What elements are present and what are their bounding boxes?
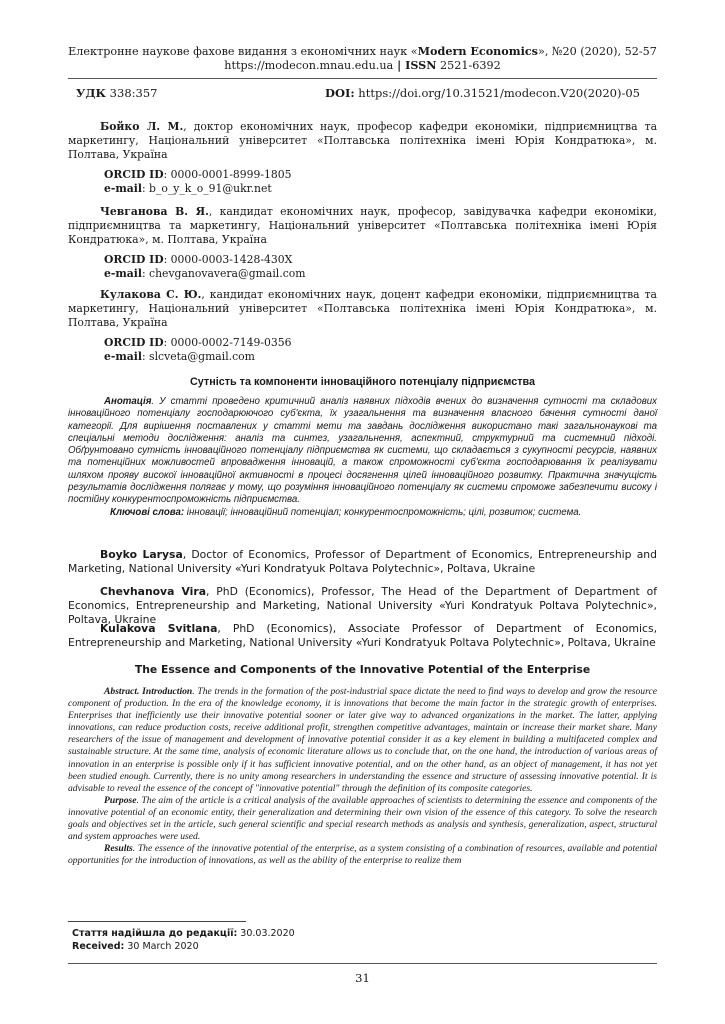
author-en-1 <box>68 548 657 576</box>
received-ua <box>72 928 295 940</box>
doi <box>325 86 640 100</box>
intro-text: . The trends in the formation of the post-industrial space dictate the need to find ways to develop and grow the resource component of production. In the era of the knowledge economy, it is innovations that become the main factor in the strategic growth of enterprises. Enterprises that inefficiently use their innovative potential sooner or later give way to advanced organizations in the market. The latter, applying innovations, can reduce production costs, receive additional profit, strengthen competitive advantages, maintain or increase their market share. Many researchers of the issue of management and development of innovative potential consider it as a key element in building a multifaceted complex and sustainable structure. At the same time, analysis of economic literature allows us to conclude that, on the one hand, the introduction of various areas of innovation in an enterprise is possible only if it has sufficient innovative potential, and on the other hand, as an object of management, it has not yet been studied enough. Currently, there is no unity among researchers in understanding the essence and structure of assessing innovative potential. It is advisable to reveal the essence of the concept of "innovative potential" through the definition of its composite categories. <box>68 686 657 794</box>
abstract-label: Анотація <box>104 396 152 407</box>
author-name: Бойко Л. М. <box>100 120 184 133</box>
doi-label: DOI: <box>325 86 355 100</box>
author-ua-2 <box>68 205 657 280</box>
abstract-en <box>68 686 657 867</box>
author-affiliation: , Doctor of Economics, Professor of Department of Economics, Entrepreneurship and Marketing, National University «Yuri Kondratyuk Poltava Polytechnic», Poltava, Ukraine <box>68 548 658 575</box>
header-text: Електронне наукове фахове видання з економічних наук « <box>68 45 418 58</box>
email-address[interactable]: : slcveta@gmail.com <box>141 349 255 363</box>
intro-label: Abstract. Introduction <box>104 686 193 697</box>
journal-header-line1 <box>60 44 665 59</box>
author-ua-3 <box>68 288 657 363</box>
author-ua-1 <box>68 120 657 195</box>
header-issue: », №20 (2020), 52-57 <box>537 45 657 58</box>
author-name: Kulakova Svitlana <box>100 622 218 635</box>
keywords-label: Ключові слова: <box>110 506 185 518</box>
author-en-3 <box>68 622 657 650</box>
doi-link[interactable]: https://doi.org/10.31521/modecon.V20(2020)-05 <box>354 86 640 100</box>
received-en-label: Received: <box>72 941 125 952</box>
orcid-label: ORCID ID <box>104 168 164 181</box>
udc <box>76 86 157 100</box>
udc-value: 338:357 <box>106 86 158 100</box>
author-affiliation: , кандидат економічних наук, професор, завідувачка кафедри економіки, підприємництва та маркетингу, Національний університет «Полтавська політехніка імені Юрія Кондратюка», м. Полтава, Україна <box>68 205 657 246</box>
purpose-text: . The aim of the article is a critical analysis of the available approaches of scientists to determining the essence and components of the innovative potential of an economic entity, their generalization and determining their own vision of the essence of this category. To solve the research goals and objectives set in the article, such general scientific and special research methods as analysis and synthesis, generalization, aspect, structural and system approaches were used. <box>68 794 657 843</box>
title-en: The Essence and Components of the Innovative Potential of the Enterprise <box>134 663 591 676</box>
title-ua: Сутність та компоненти інноваційного потенціалу підприємства <box>190 376 535 388</box>
received-en-date: 30 March 2020 <box>124 941 199 952</box>
email-address[interactable]: : chevganovavera@gmail.com <box>141 266 306 280</box>
author-en-2 <box>68 585 657 627</box>
journal-url[interactable]: https://modecon.mnau.edu.ua <box>224 59 394 72</box>
abstract-text: . У статті проведено критичний аналіз наявних підходів вчених до визначення сутності та складових інноваційного потенціалу господарюючого суб'єкта, їх узагальнення та визначення власного бачення сутності даної категорії. Для вирішення поставлених у статті мети та завдань дослідження використано такі загальнонаукові та спеціальні методи дослідження: аналіз та синтез, узагальнення, аспектний, структурний та системний підході. Обґрунтовано сутність інноваційного потенціалу підприємства як системи, що складається з сукупності ресурсів, наявних та потенційних можливостей впровадження інновацій, а також спроможності суб'єкта господарювання їх реалізувати шляхом прояву високої інноваційної активності в процесі досягнення цілей інноваційного розвитку. Практична значущість результатів дослідження полягає у тому, що розуміння інноваційного потенціалу як системи спроможе забезпечити високу і постійну конкурентоспроможність підприємства. <box>68 396 657 506</box>
email-address[interactable]: : b_o_y_k_o_91@ukr.net <box>141 181 272 195</box>
issn-label: ISSN <box>405 58 437 72</box>
author-affiliation: , PhD (Economics), Professor, The Head of the Department of Department of Economics, Entrepreneurship and Marketing, National University «Yuri Kondratyuk Poltava Polytechnic», Poltava, Ukraine <box>68 585 658 626</box>
page-number: 31 <box>355 971 370 985</box>
journal-name: Modern Economics <box>417 44 538 58</box>
author-name: Кулакова С. Ю. <box>100 288 202 301</box>
email-label: e-mail <box>104 349 142 363</box>
results-label: Results <box>104 843 133 855</box>
received-ua-date: 30.03.2020 <box>237 928 295 939</box>
orcid-id: : 0000-0003-1428-430X <box>163 253 293 266</box>
orcid-label: ORCID ID <box>104 253 164 266</box>
keywords-text: інновації; інноваційний потенціал; конкурентоспроможність; цілі, розвиток; система. <box>184 506 582 518</box>
orcid-id: : 0000-0002-7149-0356 <box>163 336 292 349</box>
email-label: e-mail <box>104 266 142 280</box>
footnote-rule <box>68 921 246 922</box>
purpose-label: Purpose <box>104 794 137 806</box>
header-separator: | <box>393 58 406 72</box>
author-name: Boyko Larysa <box>100 548 183 561</box>
issn-value: 2521-6392 <box>436 59 501 72</box>
header-rule <box>68 78 657 79</box>
orcid-id: : 0000-0001-8999-1805 <box>163 168 292 181</box>
results-text: . The essence of the innovative potential of the enterprise, as a system consisting of a combination of resources, available and potential opportunities for the introduction of innovations, as well as the ability of the enterprise to realize them <box>68 843 657 867</box>
footer-rule <box>68 963 657 964</box>
author-affiliation: , доктор економічних наук, професор кафедри економіки, підприємництва та маркетингу, Національний університет «Полтавська політехніка імені Юрія Кондратюка», м. Полтава, Україна <box>68 120 658 161</box>
received-ua-label: Стаття надійшла до редакції: <box>72 928 238 939</box>
journal-header-line2 <box>60 58 665 73</box>
author-name: Чевганова В. Я. <box>100 205 209 218</box>
email-label: e-mail <box>104 181 142 195</box>
received-en <box>72 941 199 953</box>
author-name: Chevhanova Vira <box>100 585 206 598</box>
orcid-label: ORCID ID <box>104 336 164 349</box>
abstract-ua <box>68 396 657 519</box>
udc-label: УДК <box>76 86 107 100</box>
author-affiliation: , кандидат економічних наук, доцент кафедри економіки, підприємництва та маркетингу, Національний університет «Полтавська політехніка імені Юрія Кондратюка», м. Полтава, Україна <box>68 288 657 329</box>
author-affiliation: , PhD (Economics), Associate Professor of Department of Economics, Entrepreneurship and Marketing, National University «Yuri Kondratyuk Poltava Polytechnic», Poltava, Ukraine <box>68 622 657 649</box>
